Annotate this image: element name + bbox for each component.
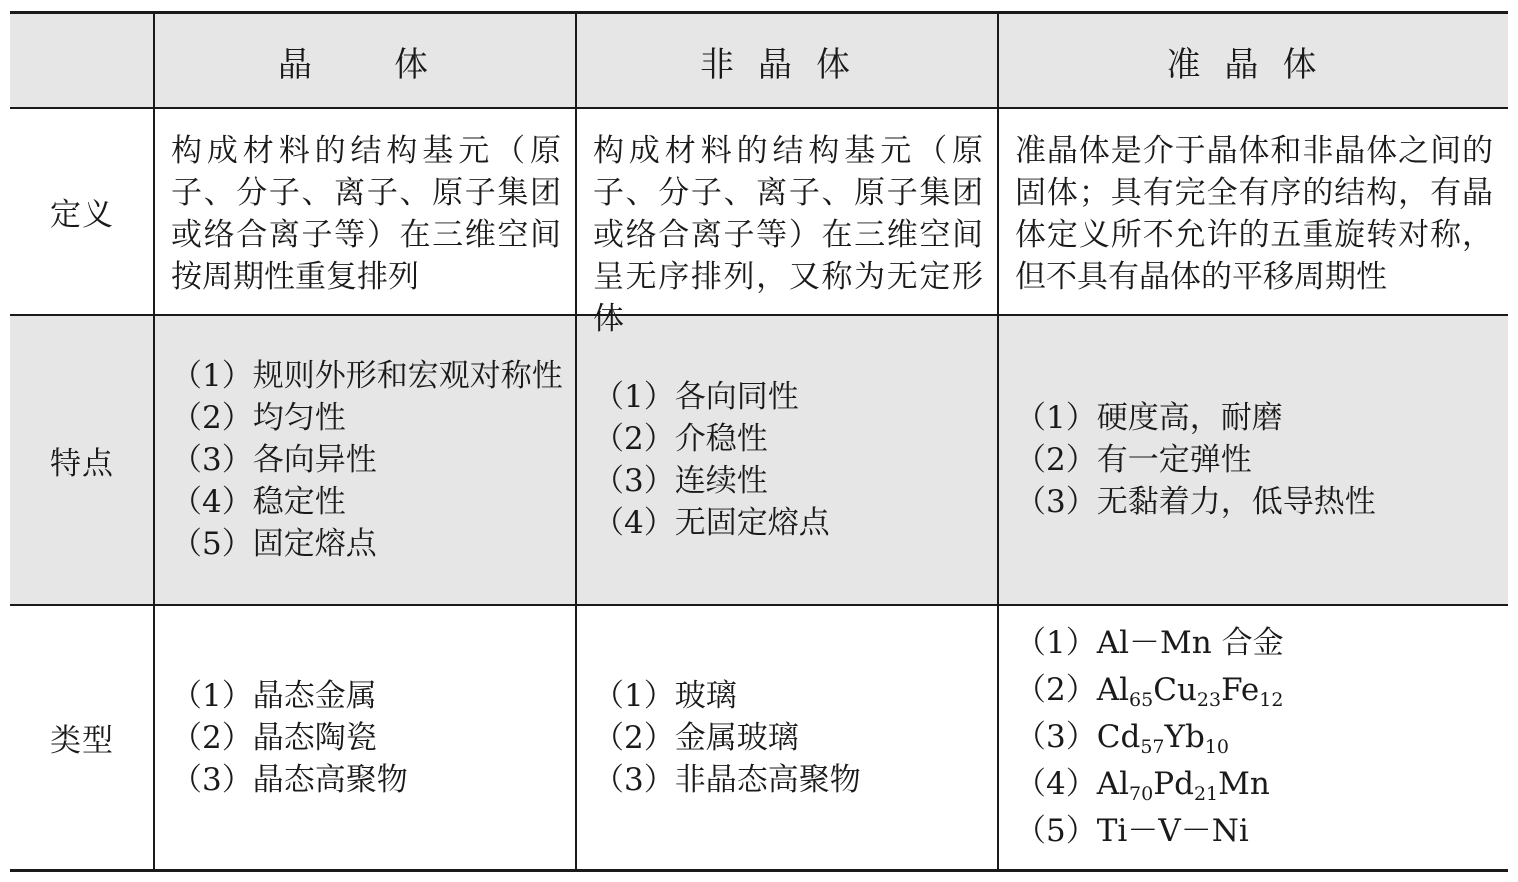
list-item (593, 502, 985, 544)
item-text: 硬度高，耐磨 (1096, 400, 1283, 436)
item-number: （4） (1015, 766, 1097, 802)
header-amorphous: 非晶体 (700, 44, 874, 85)
item-text: 各向同性 (674, 379, 799, 415)
item-number: （4） (593, 505, 675, 541)
list-item (1015, 808, 1493, 855)
item-text: 各向异性 (252, 442, 377, 478)
list-item (1015, 397, 1493, 439)
formula-subscript: 65 (1129, 689, 1154, 711)
types-amorphous (593, 606, 985, 869)
formula-text: Al (1096, 766, 1130, 802)
item-number: （1） (1015, 400, 1097, 436)
item-number: （2） (1015, 672, 1097, 708)
formula-subscript: 21 (1193, 783, 1219, 805)
item-text: 无黏着力，低导热性 (1096, 484, 1376, 520)
features-crystal (171, 316, 563, 604)
list-item (1015, 481, 1493, 523)
item-number: （3） (171, 761, 253, 798)
formula-text: Cd (1096, 719, 1141, 755)
row-label-features: 特点 (50, 445, 114, 482)
formula-text: Pd (1153, 766, 1194, 802)
item-number: （3） (171, 442, 253, 478)
item-number: （1） (171, 677, 253, 714)
item-text: 连续性 (674, 463, 768, 499)
formula-subscript: 10 (1204, 736, 1229, 758)
list-item (593, 418, 985, 460)
types-quasicrystal (1015, 606, 1493, 869)
list-item (593, 675, 985, 717)
list-item (171, 523, 563, 565)
item-number: （2） (593, 421, 675, 457)
list-item (171, 355, 563, 397)
item-text: 晶态金属 (252, 677, 377, 714)
formula-subscript: 57 (1140, 736, 1165, 758)
definition-crystal: 构成材料的结构基元（原子、分子、离子、原子集团或络合离子等）在三维空间按周期性重复排列 (171, 133, 561, 295)
list-item (1015, 714, 1493, 761)
item-number: （5） (171, 526, 253, 562)
list-item (1015, 439, 1493, 481)
column-divider-3 (997, 14, 999, 869)
features-amorphous (593, 316, 985, 604)
formula-text: Cu (1153, 672, 1197, 708)
item-text: 金属玻璃 (674, 719, 799, 756)
item-text: 介稳性 (674, 421, 768, 457)
types-crystal (171, 606, 563, 869)
definition-amorphous: 构成材料的结构基元（原子、分子、离子、原子集团或络合离子等）在三维空间呈无序排列，又称为无定形体 (593, 133, 983, 337)
list-item (593, 376, 985, 418)
item-number: （3） (1015, 719, 1097, 755)
item-text: 均匀性 (252, 400, 346, 436)
item-text: 无固定熔点 (674, 505, 830, 541)
formula-subscript: 12 (1259, 689, 1284, 711)
list-item (1015, 620, 1493, 667)
item-number: （4） (171, 484, 253, 520)
list-item (171, 397, 563, 439)
item-number: （1） (171, 358, 253, 394)
formula-text: Fe (1221, 672, 1260, 708)
item-text: 晶态高聚物 (252, 761, 408, 798)
formula-text: Yb (1164, 719, 1205, 755)
item-text: 固定熔点 (252, 526, 377, 562)
list-item (171, 717, 563, 759)
item-number: （1） (593, 677, 675, 714)
formula-subscript: 23 (1196, 689, 1222, 711)
item-text (1097, 714, 1493, 761)
item-number: （3） (593, 761, 675, 798)
bottom-rule (10, 869, 1508, 872)
list-item (593, 759, 985, 801)
item-number: （2） (593, 719, 675, 756)
formula-text: Ti－V－Ni (1096, 813, 1249, 849)
row-label-definition: 定义 (50, 197, 114, 233)
list-item (171, 675, 563, 717)
formula-text: Al (1096, 672, 1130, 708)
item-number: （5） (1015, 813, 1097, 849)
item-number: （2） (1015, 442, 1097, 478)
definition-quasicrystal: 准晶体是介于晶体和非晶体之间的固体；具有完全有序的结构，有晶体定义所不允许的五重旋转对称，但不具有晶体的平移周期性 (1015, 133, 1493, 295)
item-number: （3） (593, 463, 675, 499)
formula-text: Mn (1218, 766, 1270, 802)
item-text: 有一定弹性 (1096, 442, 1252, 478)
item-text: 规则外形和宏观对称性 (252, 358, 563, 394)
item-number: （1） (593, 379, 675, 415)
item-text (1097, 620, 1493, 667)
item-text: 稳定性 (252, 484, 346, 520)
item-text: 玻璃 (674, 677, 737, 714)
list-item (593, 717, 985, 759)
item-number: （3） (1015, 484, 1097, 520)
list-item (171, 439, 563, 481)
header-crystal: 晶 体 (278, 44, 452, 85)
formula-text: Al－Mn 合金 (1096, 625, 1284, 661)
item-text: 非晶态高聚物 (674, 761, 861, 798)
item-number: （2） (171, 719, 253, 756)
list-item (171, 759, 563, 801)
list-item (1015, 667, 1493, 714)
list-item (593, 460, 985, 502)
item-number: （1） (1015, 625, 1097, 661)
column-divider-2 (575, 14, 577, 869)
item-text: 晶态陶瓷 (252, 719, 377, 756)
formula-subscript: 70 (1129, 783, 1154, 805)
features-quasicrystal (1015, 316, 1493, 604)
item-text (1097, 667, 1493, 714)
item-number: （2） (171, 400, 253, 436)
header-quasicrystal: 准晶体 (1166, 44, 1341, 85)
item-text (1097, 808, 1493, 855)
item-text (1097, 761, 1493, 808)
list-item (1015, 761, 1493, 808)
list-item (171, 481, 563, 523)
row-label-types: 类型 (50, 723, 114, 759)
